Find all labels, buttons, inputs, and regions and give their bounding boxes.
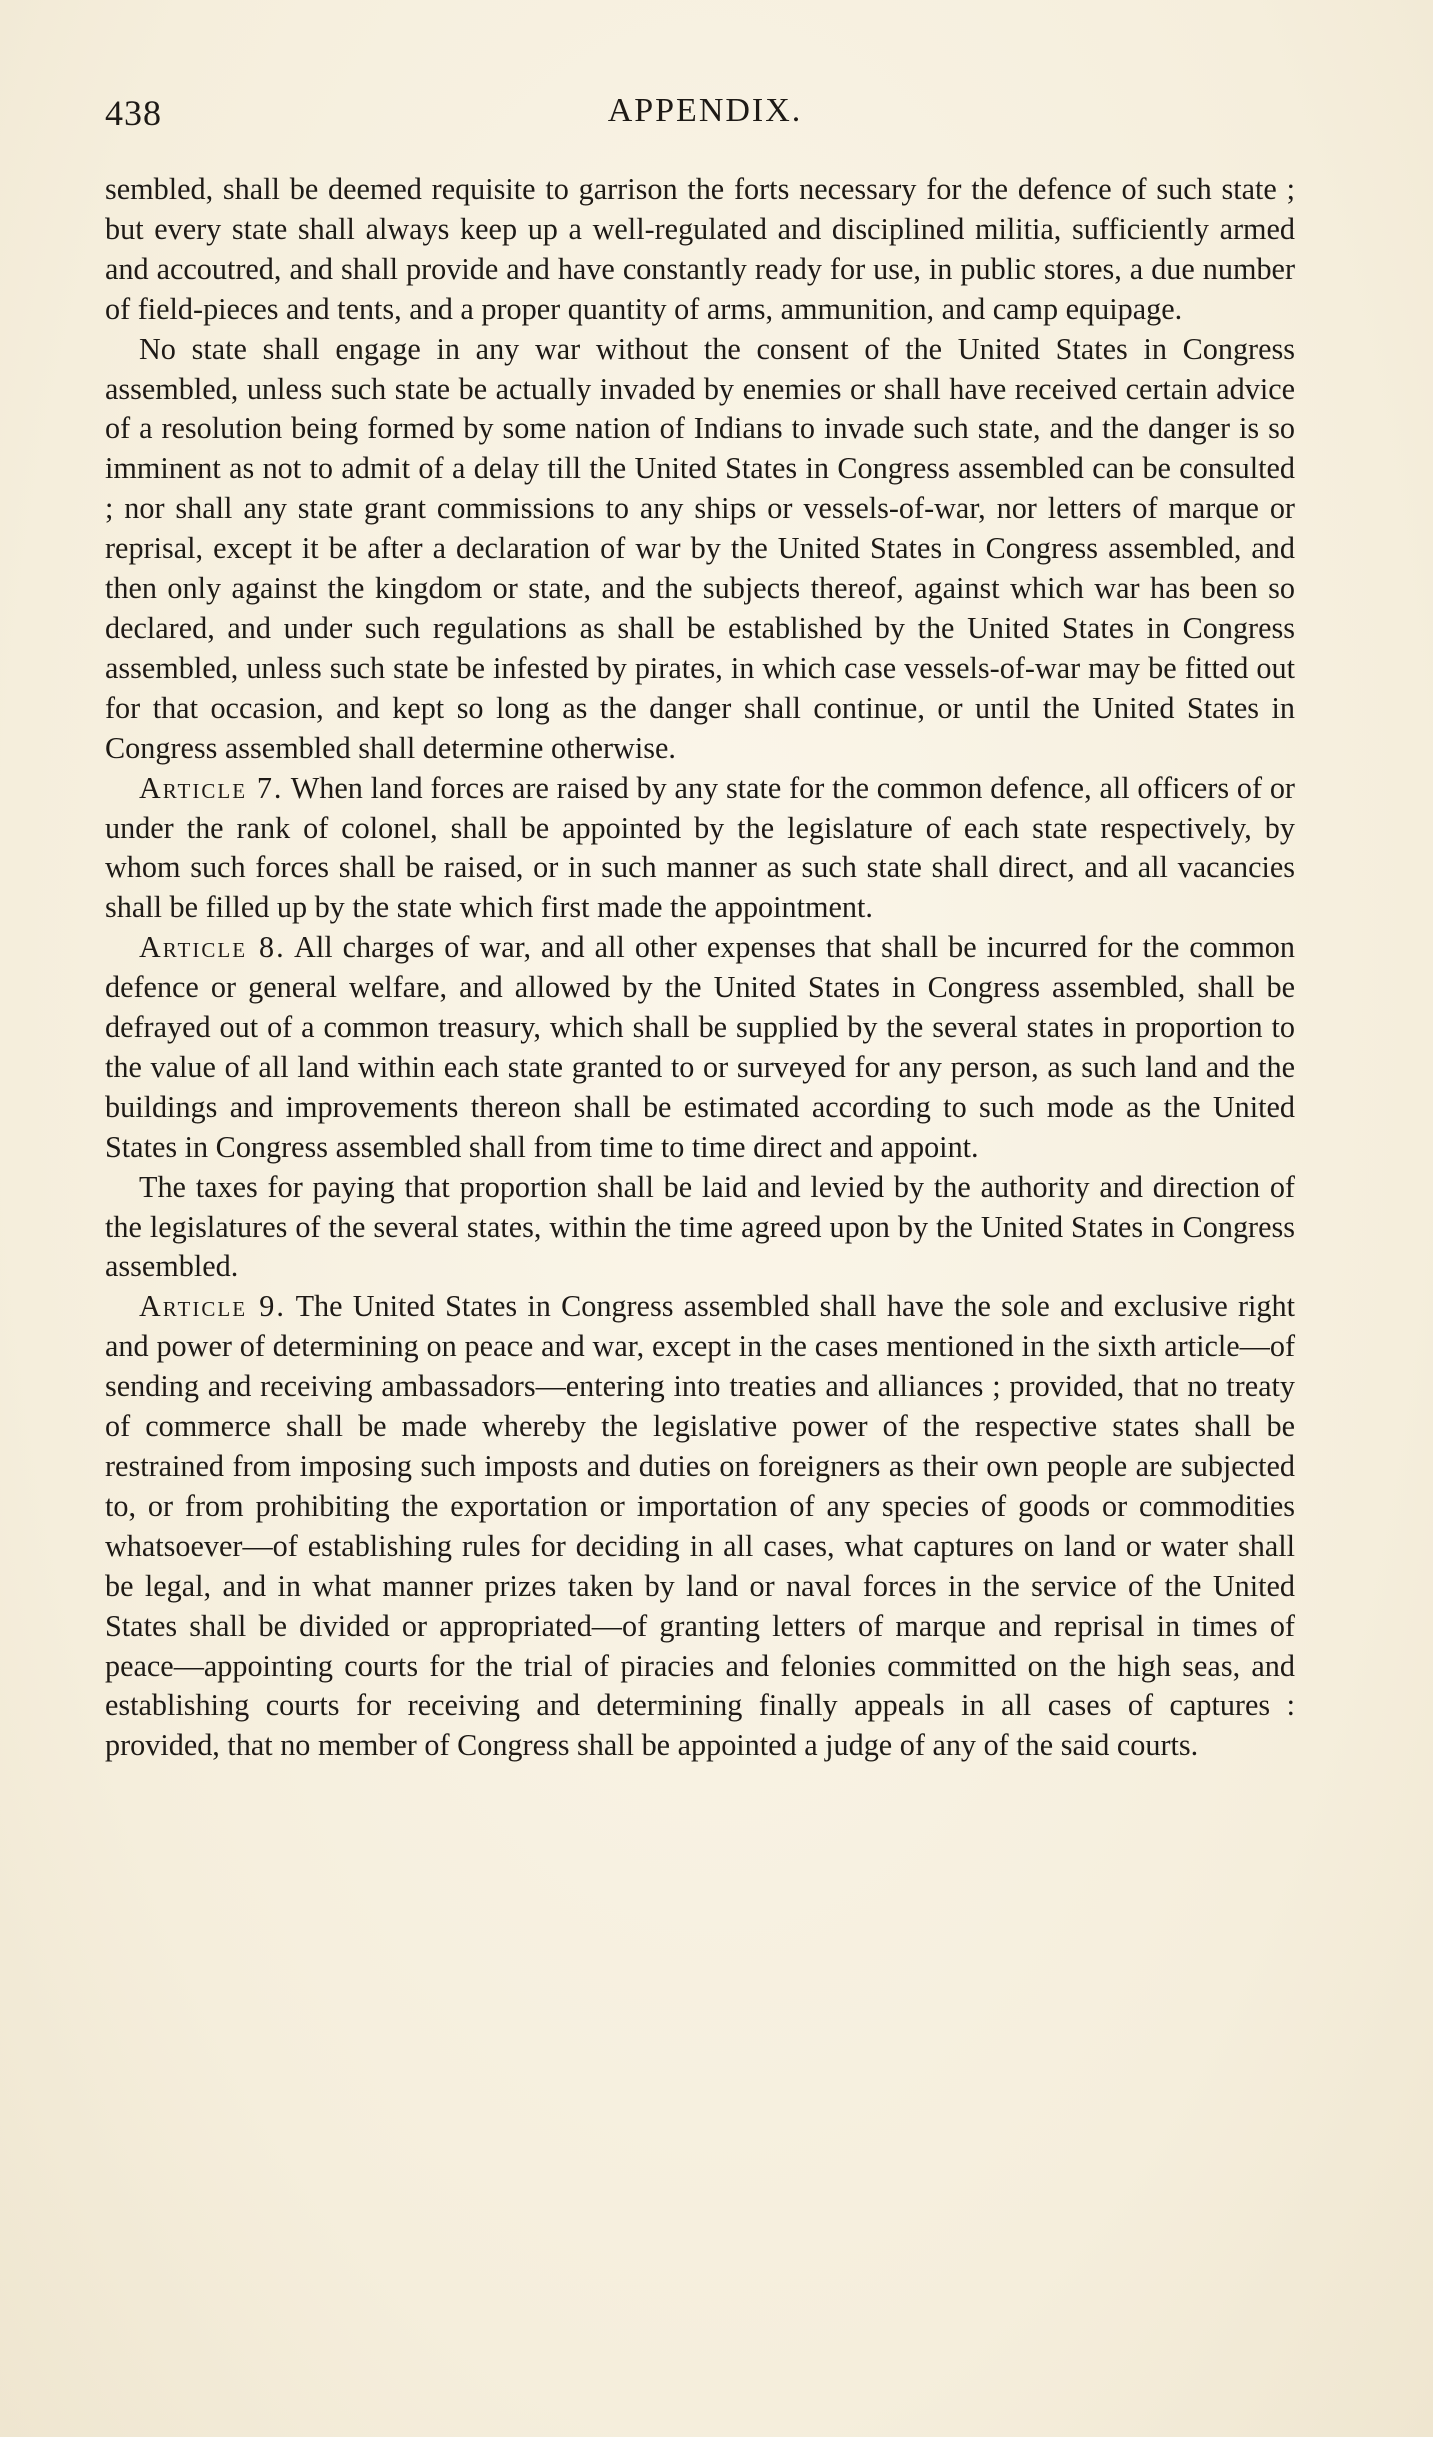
paragraph-taxes — [105, 1168, 1295, 1288]
paragraph-war-consent — [105, 330, 1295, 769]
paragraph-text: No state shall engage in any war without the consent of the United States in Congress assembled, unless such state be actually invaded by enemies or shall have received certain advice of a resolution being formed by some nation of Indians to invade such state, and the danger is so imminent as not to admit of a delay till the United States in Congress assembled can be consulted ; nor shall any state grant commissions to any ships or vessels-of-war, nor letters of marque or reprisal, except it be after a declaration of war by the United States in Congress assembled, and then only against the kingdom or state, and the subjects thereof, against which war has been so declared, and under such regulations as shall be established by the United States in Congress assembled, unless such state be infested by pirates, in which case vessels-of-war may be fitted out for that occasion, and kept so long as the danger shall continue, or until the United States in Congress assembled shall determine otherwise. — [105, 331, 1295, 765]
body-text — [105, 170, 1295, 1766]
paragraph-text: All charges of war, and all other expenses that shall be incurred for the common defence or general welfare, and allowed by the United States in Congress assembled, shall be defrayed out of a common treasury, which shall be supplied by the several states in proportion to the value of all land within each state granted to or surveyed for any person, as such land and the buildings and improvements thereon shall be estimated according to such mode as the United States in Congress assembled shall from time to time direct and appoint. — [105, 930, 1295, 1164]
paragraph-continuation — [105, 170, 1295, 330]
paragraph-article-7 — [105, 769, 1295, 929]
paragraph-text: When land forces are raised by any state for the common defence, all officers of or under the rank of colonel, shall be appointed by the legislature of each state respectively, by whom such forces shall be raised, or in such manner as such state shall direct, and all vacancies shall be filled up by the state which first made the appointment. — [105, 770, 1295, 925]
article-label: Article 8. — [139, 930, 286, 965]
article-label: Article 7. — [139, 770, 284, 805]
paragraph-article-9 — [105, 1287, 1295, 1766]
page-number: 438 — [105, 93, 162, 133]
paragraph-text: sembled, shall be deemed requisite to garrison the forts necessary for the defence of such state ; but every state shall always keep up a well-regulated and disciplined militia, sufficiently armed and accoutred, and shall provide and have constantly ready for use, in public stores, a due number of field-pieces and tents, and a proper quantity of arms, ammunition, and camp equipage. — [105, 172, 1295, 326]
article-label: Article 9. — [139, 1289, 286, 1324]
paragraph-article-8 — [105, 928, 1295, 1167]
paragraph-text: The taxes for paying that proportion shall be laid and levied by the authority and direction of the legislatures of the several states, within the time agreed upon by the United States in Congress assembled. — [105, 1169, 1295, 1284]
running-head — [105, 92, 1305, 142]
running-head-title: APPENDIX. — [607, 92, 803, 129]
paragraph-text: The United States in Congress assembled shall have the sole and exclusive right and power of determining on peace and war, except in the cases mentioned in the sixth article—of sending and receiving ambassadors—entering into treaties and alliances ; provided, that no treaty of commerce shall be made whereby the legislative power of the respective states shall be restrained from imposing such imposts and duties on foreigners as their own people are subjected to, or from prohibiting the exportation or importation of any species of goods or commodities whatsoever—of establishing rules for deciding in all cases, what captures on land or water shall be legal, and in what manner prizes taken by land or naval forces in the service of the United States shall be divided or appropriated—of granting letters of marque and reprisal in times of peace—appointing courts for the trial of piracies and felonies committed on the high seas, and establishing courts for receiving and determining finally appeals in all cases of captures : provided, that no member of Congress shall be appointed a judge of any of the said courts. — [105, 1289, 1295, 1763]
